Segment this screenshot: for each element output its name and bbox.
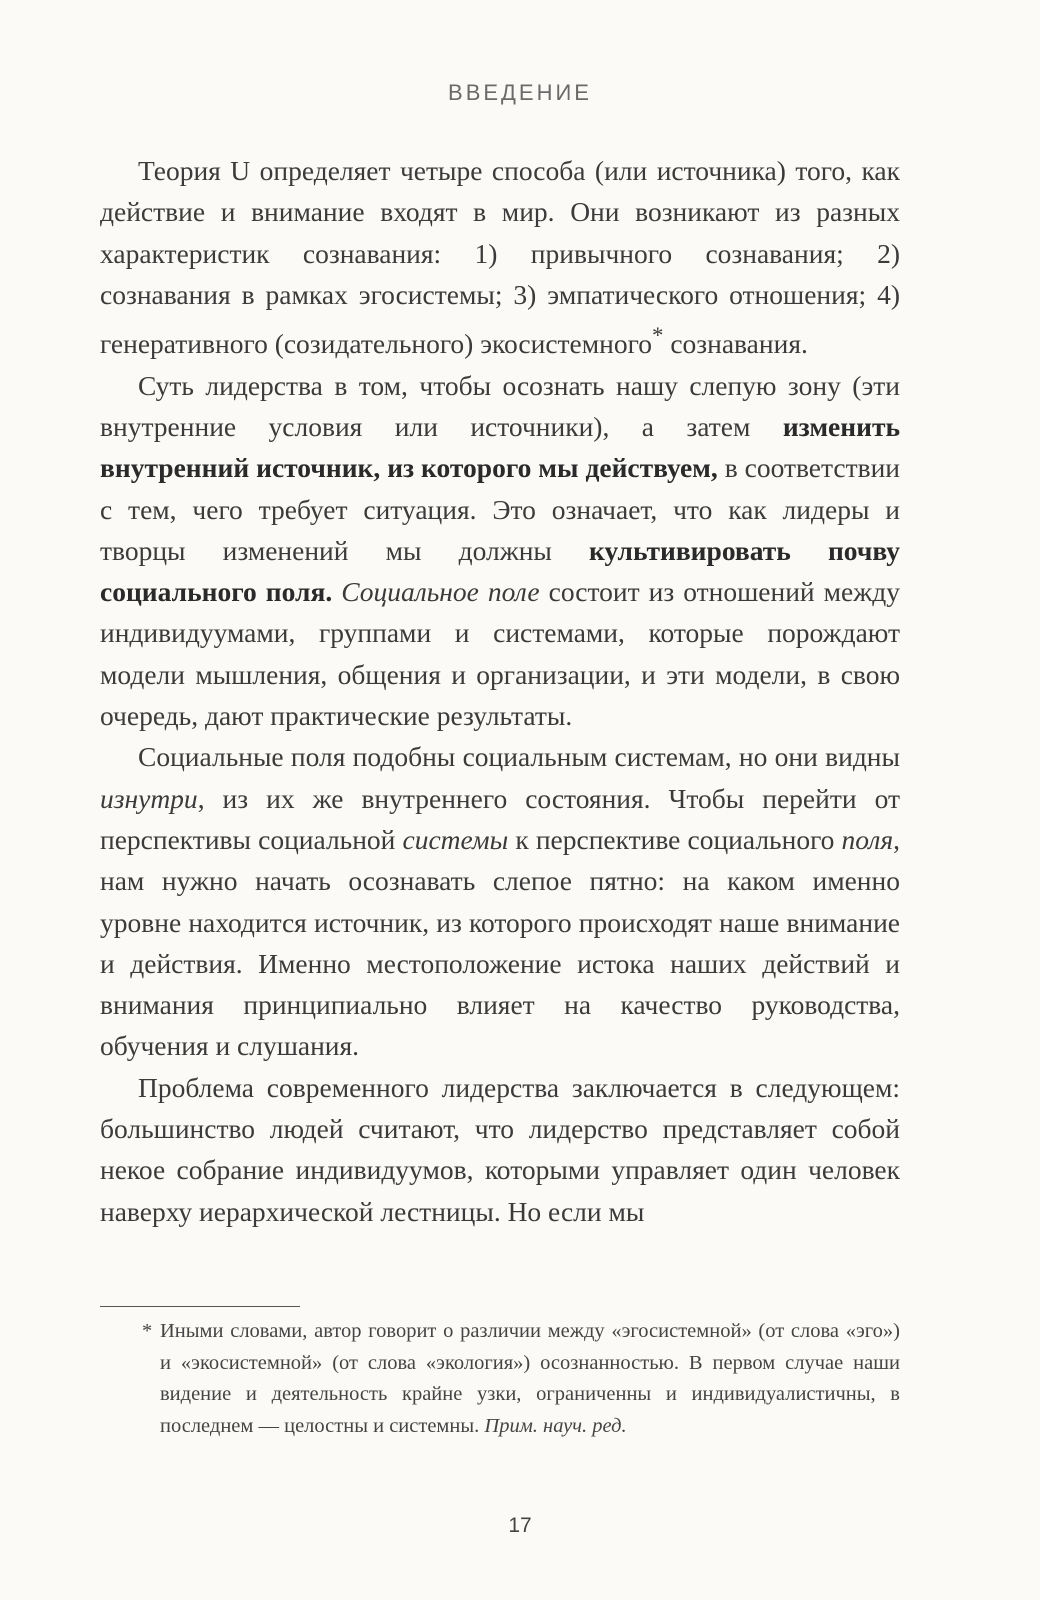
footnote-body (160, 1320, 900, 1437)
footnote (100, 1316, 900, 1442)
italic-phrase: изнутри (100, 782, 198, 814)
italic-phrase: системы (402, 823, 509, 855)
italic-phrase: Прим. науч. ред. (484, 1414, 627, 1437)
text-run: , из их же внутреннего состояния. Чтобы перейти от перспективы социальной (100, 782, 900, 855)
bold-phrase: изменить внутренний источник, из которого мы действуем, (100, 410, 900, 484)
italic-phrase: Социальное поле (341, 576, 540, 608)
text-run: Иными словами, автор говорит о различии между «эгосистемной» (от слова «эго») и «экосистемной» (от слова «экология») осознанностью. В первом случае наши видение и деятельность крайне узки, ограниченны и индивидуалистичны, в последнем — целостны и системны. (160, 1320, 900, 1437)
text-run: сознавания. (663, 328, 808, 360)
paragraph (100, 1067, 900, 1232)
footnote-text (100, 1316, 900, 1442)
bold-phrase: культивировать почву социального поля. (100, 534, 900, 608)
text-run: , нам нужно начать осознавать слепое пятно: на каком именно уровне находится источник, из которого происходят наше внимание и действия. Именно местоположение истока наших действий и внимания принципиально влияет на качество руководства, обучения и слушания. (100, 823, 900, 1062)
running-head: ВВЕДЕНИЕ (448, 80, 592, 105)
page-number: 17 (508, 1514, 532, 1537)
footnote-divider (100, 1306, 300, 1307)
text-run: Суть лидерства в том, чтобы осознать нашу слепую зону (эти внутренние условия или источники), а затем (100, 369, 900, 442)
text-run: Социальные поля подобны социальным системам, но они видны (138, 741, 900, 773)
footnote-marker: * (142, 1320, 153, 1342)
paragraph (100, 365, 900, 737)
text-run: Теория U определяет четыре способа (или источника) того, как действие и внимание входят в мир. Они возникают из разных характеристик сознавания: 1) привычного сознавания; 2) сознавания в рамках эгосистемы; 3) эмпатического отношения; 4) генеративного (созидательного) экосистемного (100, 155, 900, 360)
body-text (100, 150, 900, 1232)
footnote-ref: * (651, 323, 664, 349)
text-run: в соответствии с тем, чего требует ситуация. Это означает, что как лидеры и творцы изменений мы должны (100, 452, 901, 566)
text-run: Проблема современного лидерства заключается в следующем: большинство людей считают, что лидерство представляет собой некое собрание индивидуумов, которыми управляет один человек наверху иерархической лестницы. Но если мы (100, 1071, 900, 1227)
paragraph (100, 736, 900, 1066)
text-run (332, 576, 341, 607)
text-run: к перспективе социального (508, 823, 842, 855)
italic-phrase: поля (841, 823, 894, 855)
text-run: состоит из отношений между индивидуумами, группами и системами, которые порождают модели мышления, общения и организации, и эти модели, в свою очередь, дают практические результаты. (100, 576, 901, 732)
paragraph (100, 150, 900, 365)
